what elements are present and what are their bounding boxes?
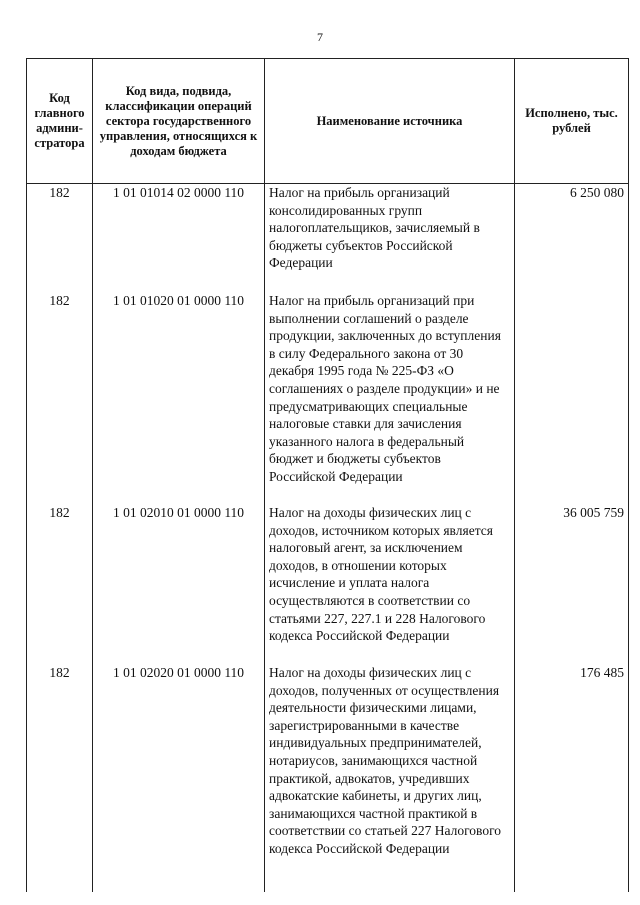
page-number: 7 xyxy=(317,30,323,44)
cell-classification-code: 1 01 02010 01 0000 110 xyxy=(93,504,265,664)
table-row xyxy=(27,504,629,664)
table-row xyxy=(27,292,629,504)
cell-classification-code: 1 01 02020 01 0000 110 xyxy=(93,664,265,892)
cell-source-name: Налог на доходы физических лиц с доходов, источником которых является налоговый агент, за исключением доходов, в отношении которых исчисление и уплата налога осуществляются в соответствии со статьями 227, 227.1 и 228 Налогового кодекса Российской Федерации xyxy=(265,504,515,664)
cell-amount: 36 005 759 xyxy=(515,504,629,664)
table-row xyxy=(27,664,629,892)
cell-amount xyxy=(515,292,629,504)
cell-classification-code: 1 01 01014 02 0000 110 xyxy=(93,184,265,293)
cell-source-name: Налог на прибыль организаций при выполнении соглашений о разделе продукции, заключенных до вступления в силу Федерального закона от 30 декабря 1995 года № 225-ФЗ «О соглашениях о разделе продукции» и не предусматривающих специальные налоговые ставки для зачисления указанного налога в федеральный бюджет и бюджеты субъектов Российской Федерации xyxy=(265,292,515,504)
cell-amount: 6 250 080 xyxy=(515,184,629,293)
cell-admin-code: 182 xyxy=(27,292,93,504)
cell-amount: 176 485 xyxy=(515,664,629,892)
cell-admin-code: 182 xyxy=(27,664,93,892)
table-row xyxy=(27,184,629,293)
cell-classification-code: 1 01 01020 01 0000 110 xyxy=(93,292,265,504)
header-source-name: Наименование источника xyxy=(265,59,515,184)
cell-admin-code: 182 xyxy=(27,184,93,293)
header-amount: Исполнено, тыс. рублей xyxy=(515,59,629,184)
table-header-row xyxy=(27,59,629,184)
cell-admin-code: 182 xyxy=(27,504,93,664)
header-admin-code: Код главного админи-стратора xyxy=(27,59,93,184)
cell-source-name: Налог на доходы физических лиц с доходов, полученных от осуществления деятельности физическими лицами, зарегистрированными в качестве индивидуальных предпринимателей, нотариусов, занимающихся частной практикой, адвокатов, учредивших адвокатские кабинеты, и других лиц, занимающихся частной практикой в соответствии со статьей 227 Налогового кодекса Российской Федерации xyxy=(265,664,515,892)
header-classification-code: Код вида, подвида, классификации операций сектора государственного управления, относящихся к доходам бюджета xyxy=(93,59,265,184)
revenue-table xyxy=(26,58,629,892)
cell-source-name: Налог на прибыль организаций консолидированных групп налогоплательщиков, зачисляемый в бюджеты субъектов Российской Федерации xyxy=(265,184,515,293)
